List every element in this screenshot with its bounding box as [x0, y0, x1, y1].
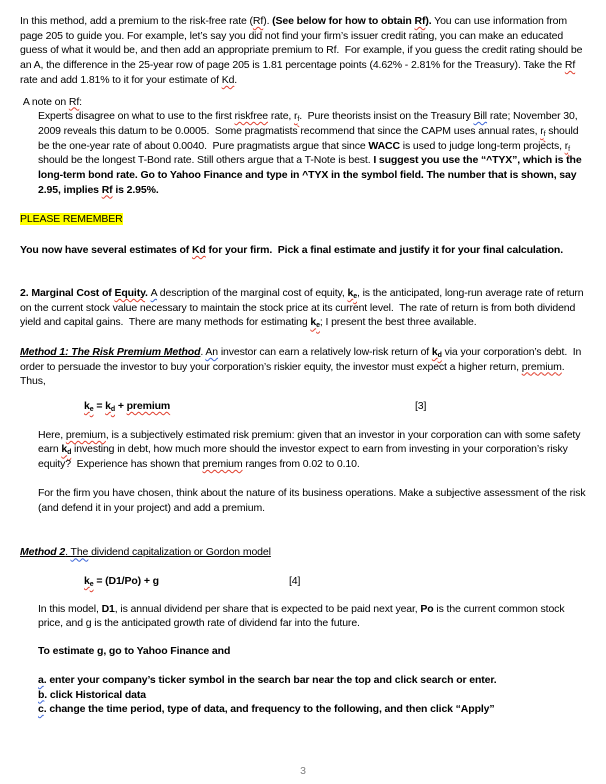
text-run: description of the marginal cost of equity,	[156, 286, 348, 299]
text-run: = (D1/Po) + g	[93, 574, 159, 587]
please-remember-banner	[20, 212, 588, 227]
text-run: ).	[425, 15, 432, 27]
text-run: . Thus,	[20, 360, 570, 388]
grammar-squiggle: c	[38, 703, 44, 716]
text-run: .	[145, 286, 151, 299]
text-run: I suggest you use the “^TYX”, which is the long-term bond rate. Go to Yahoo Finance and type in ^TYX in the symbol field. The number that is shown, say 2.95, implies	[38, 154, 585, 196]
text-run: Method 2	[20, 546, 66, 559]
text-run: , is the anticipated, long-run average rate of return on the current stock value necessary to maintain the stock price at its current level. The rate of return is from both dividend yield and capital gains. There are many methods for estimating	[20, 286, 587, 329]
grammar-squiggle: An	[205, 345, 219, 358]
spellcheck-squiggle: r	[564, 139, 569, 152]
grammar-squiggle: a	[38, 673, 44, 686]
step-a	[20, 673, 588, 688]
step-c	[20, 702, 588, 717]
text-run: For the firm you have chosen, think about the nature of its business operations. Make a subjective assessment of the risk (and defend it in your project) and add a premium.	[38, 486, 589, 514]
text-run	[474, 110, 488, 122]
text-run: A note on	[20, 95, 69, 108]
text-run	[235, 110, 268, 122]
text-run: should be the longest T-Bond rate. Still others argue that a T-Note is best.	[38, 139, 573, 167]
method2-heading	[20, 545, 588, 560]
gordon-model-explainer	[20, 602, 588, 631]
spellcheck-squiggle: k	[84, 574, 90, 587]
text-run: dividend capitalization or Gordon model	[88, 546, 271, 559]
estimate-g-intro	[20, 644, 588, 659]
text-run: WACC	[368, 139, 400, 152]
text-run: is used to judge long-term projects,	[399, 139, 565, 152]
text-run: Here,	[38, 428, 66, 441]
spellcheck-squiggle: e	[89, 406, 94, 414]
spellcheck-squiggle: d	[67, 449, 72, 457]
para-risk-premium-intro	[20, 14, 588, 88]
text-run: You can use information from page 205 to guide you. For example, let’s say you did not find your firm’s issuer credit rating, you can make an educated guess of what it would be, and then add an appropriate premium to Rf. For example, if you guess the credit rating should be an A, the difference in the 25-year row of page 205 is 1.81 percentage points (4.62% - 2.81% for the Treasury). Take the	[20, 15, 586, 72]
spellcheck-squiggle: k	[105, 400, 111, 413]
text-run: ).	[263, 15, 273, 27]
text-run	[114, 287, 145, 299]
step-b	[20, 688, 588, 703]
text-run: is 2.95%.	[112, 183, 159, 196]
page-number: 3	[300, 765, 306, 778]
text-run: should be the one-year rate of about 0.0040. Pure pragmatists argue that since	[38, 124, 582, 152]
text-run: To estimate g, go to Yahoo Finance and	[38, 645, 231, 658]
text-run	[415, 15, 426, 27]
equation-4	[20, 574, 588, 589]
equation-number: [3]	[415, 400, 427, 413]
text-run	[192, 244, 206, 256]
method1-risk-premium-para	[20, 345, 588, 389]
text-run: Experts disagree on what to use to the first	[38, 110, 235, 123]
text-run: You now have several estimates of	[20, 244, 192, 257]
text-run: . Pure theorists insist on the Treasury	[299, 110, 474, 123]
text-run	[102, 184, 113, 196]
spellcheck-squiggle: Kd	[191, 244, 206, 257]
text-run: is the current common stock price, and g is the anticipated growth rate of dividend far into the future.	[38, 602, 568, 630]
text-run	[253, 15, 263, 27]
text-run	[203, 458, 243, 470]
spellcheck-squiggle: Equity	[114, 286, 146, 299]
spellcheck-squiggle: Rf	[414, 15, 426, 27]
text-run: rate,	[268, 110, 295, 123]
spellcheck-squiggle: Rf	[101, 183, 113, 196]
spellcheck-squiggle: premium	[126, 400, 171, 413]
text-run: 2. Marginal Cost of	[20, 286, 115, 299]
text-run: , is a subjectively estimated risk premium: given that an investor in your corporation can with some safety earn	[38, 428, 584, 456]
text-run	[69, 96, 79, 108]
text-run: via your corporation’s debt. In order to persuade the investor to buy your corporation’s riskier equity, the investor must expect a higher return,	[20, 345, 585, 373]
spellcheck-squiggle: k	[310, 316, 317, 329]
kd-final-estimate-note	[20, 243, 588, 258]
text-run: rate; November 30, 2009 reveals this datum to be 0.0005. Some pragmatists recommend that since the CAPM uses annual rates,	[38, 110, 581, 137]
spellcheck-squiggle: f	[543, 130, 546, 138]
text-run	[71, 546, 89, 558]
text-run: . enter your company’s ticker symbol in the search bar near the top and click search or enter.	[43, 673, 497, 686]
text-run: rate and add 1.81% to it for your estimate of	[20, 59, 578, 86]
grammar-squiggle: A	[150, 286, 157, 299]
spellcheck-squiggle: Rf	[68, 95, 80, 108]
text-run: ranges from 0.02 to 0.10.	[242, 458, 360, 471]
text-run: PLEASE REMEMBER	[20, 213, 123, 226]
grammar-squiggle: b	[38, 688, 45, 701]
spellcheck-squiggle: Rf	[252, 15, 264, 27]
spellcheck-squiggle: d	[110, 406, 116, 414]
spellcheck-squiggle: k	[84, 400, 90, 413]
spellcheck-squiggle: e	[89, 580, 94, 588]
spellcheck-squiggle: r	[540, 124, 544, 137]
spellcheck-squiggle: Rf	[564, 59, 576, 72]
text-run: . click Historical data	[44, 688, 146, 701]
text-run: Method 1: The Risk Premium Method	[20, 345, 201, 358]
text-run: investor can earn a relatively low-risk return of	[218, 345, 432, 358]
grammar-squiggle: Bill	[473, 110, 488, 123]
grammar-squiggle: The	[70, 546, 89, 559]
text-run: investing in debt, how much more should the investor expect to earn from investing in your corporation’s risky equity? Experience has shown that	[38, 443, 571, 471]
spellcheck-squiggle: f	[297, 116, 300, 124]
marginal-cost-of-equity-intro	[20, 286, 588, 330]
text-run	[127, 400, 171, 412]
text-run: (See below for how to obtain	[272, 15, 415, 27]
spellcheck-squiggle: premium	[65, 428, 106, 441]
text-run: +	[115, 400, 127, 413]
spellcheck-squiggle: d	[437, 351, 442, 359]
spellcheck-squiggle: premium	[521, 360, 562, 373]
spellcheck-squiggle: Kd	[221, 73, 235, 86]
text-run: ; I present the best three available.	[319, 316, 477, 329]
text-run	[66, 429, 106, 441]
text-run	[221, 73, 238, 86]
equation-number: [4]	[289, 574, 301, 587]
spellcheck-squiggle: k	[347, 286, 354, 299]
text-run	[565, 59, 575, 71]
text-run: =	[93, 400, 106, 413]
note-on-rf-body	[20, 109, 588, 197]
spellcheck-squiggle: r	[294, 110, 298, 123]
text-run: .	[200, 345, 206, 358]
equation-3	[20, 399, 588, 414]
text-run: In this model,	[38, 602, 102, 615]
text-run: :	[79, 95, 82, 108]
spellcheck-squiggle: k	[431, 345, 438, 358]
text-run: for your firm. Pick a final estimate and justify it for your final calculation.	[205, 244, 564, 257]
spellcheck-squiggle: riskfree	[234, 110, 269, 123]
spellcheck-squiggle: k	[61, 443, 68, 456]
text-run: , is annual dividend per share that is expected to be paid next year,	[114, 602, 421, 615]
firm-risk-advice	[20, 486, 588, 515]
text-run	[522, 361, 562, 373]
spellcheck-squiggle: premium	[202, 458, 243, 471]
note-on-rf-label	[20, 95, 588, 110]
text-run: Po	[420, 602, 434, 615]
spellcheck-squiggle: e	[353, 292, 357, 300]
premium-explainer	[20, 428, 588, 472]
text-run: In this method, add a premium to the risk-free rate (	[20, 15, 253, 27]
text-run: .	[234, 73, 238, 86]
text-run: . change the time period, type of data, and frequency to the following, and then click “Apply”	[43, 703, 495, 716]
text-run: D1	[101, 602, 115, 615]
spellcheck-squiggle: f	[568, 145, 570, 153]
spellcheck-squiggle: e	[316, 322, 320, 330]
text-run: .	[65, 546, 71, 559]
text-run	[205, 346, 218, 358]
